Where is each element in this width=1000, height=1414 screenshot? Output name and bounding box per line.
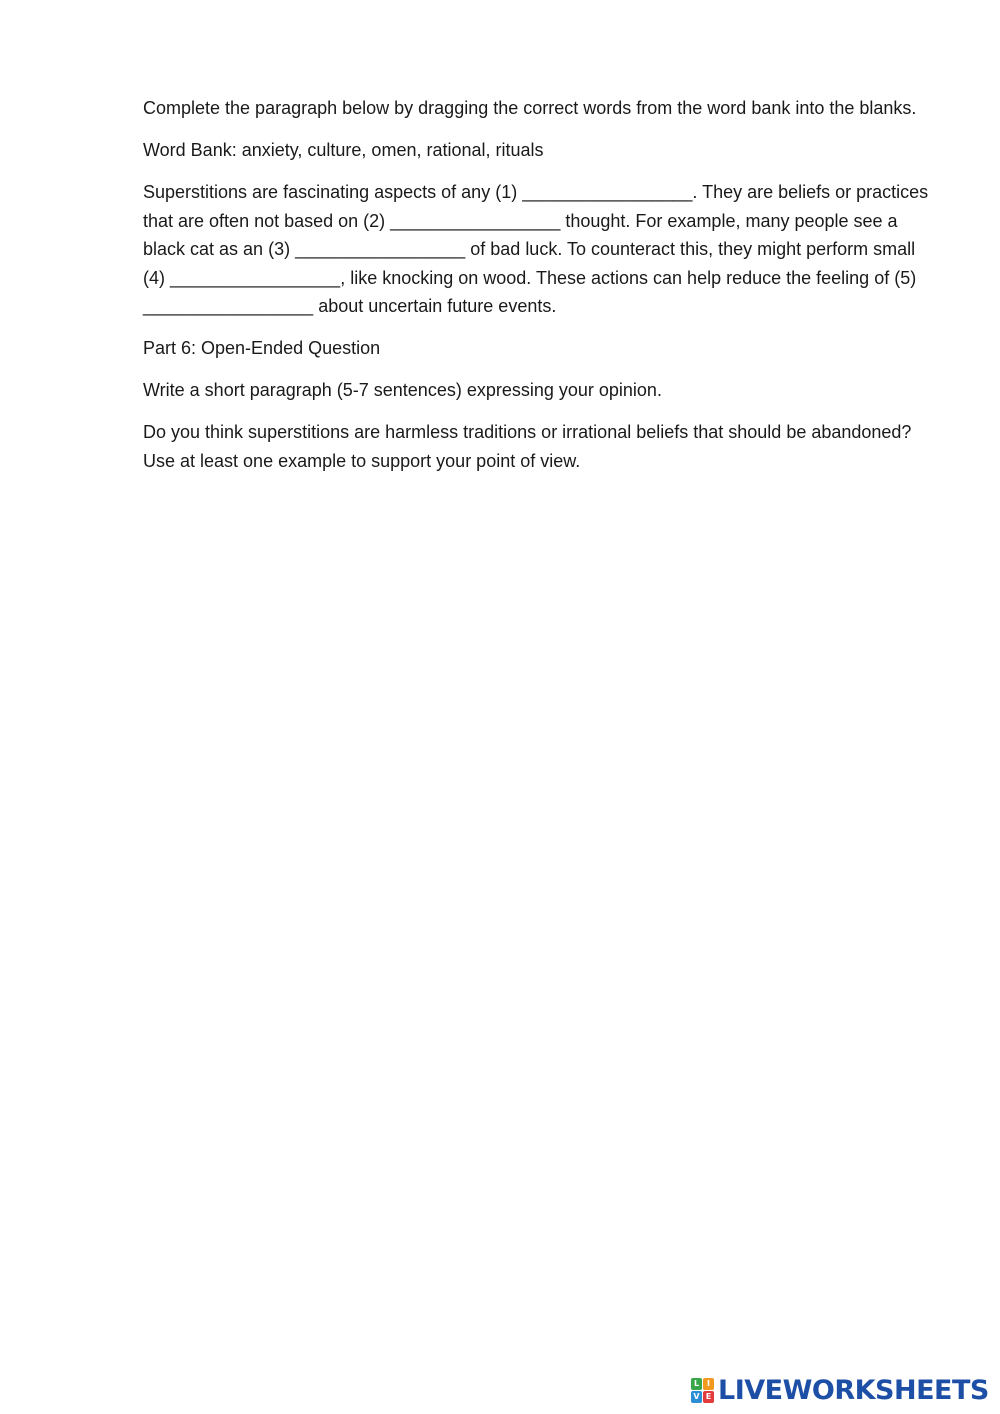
- blank-3[interactable]: _________________: [295, 239, 466, 259]
- logo-mark-letter: V: [691, 1391, 702, 1403]
- logo-mark-letter: L: [691, 1378, 702, 1390]
- instruction-text: Complete the paragraph below by dragging the correct words from the word bank into the blanks.: [143, 98, 917, 118]
- logo-mark-letter: I: [703, 1378, 714, 1390]
- blank-1[interactable]: _________________: [522, 182, 693, 202]
- blank-2[interactable]: _________________: [390, 210, 561, 231]
- cloze-text: , like knocking on wood. These actions can help reduce the feeling of (5): [340, 267, 917, 288]
- logo-mark-letter: E: [703, 1391, 714, 1403]
- blank-5[interactable]: _________________: [143, 296, 314, 316]
- cloze-text: . They are beliefs or practices that are often not based on (2): [143, 182, 929, 231]
- cloze-text: of bad luck. To counteract this, they might perform small (4): [143, 239, 916, 288]
- cloze-text: thought. For example, many people see a black cat as an (3): [143, 210, 898, 259]
- logo-mark-icon: [691, 1378, 713, 1402]
- part-heading: Part 6: Open-Ended Question: [143, 338, 381, 358]
- cloze-text: about uncertain future events.: [313, 296, 557, 316]
- worksheet-body: [143, 94, 933, 489]
- blank-4[interactable]: _________________: [170, 267, 341, 288]
- cloze-text: Superstitions are fascinating aspects of any (1): [143, 182, 523, 202]
- logo-text: LIVEWORKSHEETS: [718, 1374, 989, 1406]
- word-bank: Word Bank: anxiety, culture, omen, rational, rituals: [143, 140, 544, 160]
- cloze-paragraph: [143, 178, 933, 321]
- open-question: Do you think superstitions are harmless traditions or irrational beliefs that should be abandoned? Use at least one example to support your point of view.: [143, 422, 912, 471]
- liveworksheets-logo: [691, 1374, 989, 1406]
- writing-prompt: Write a short paragraph (5-7 sentences) expressing your opinion.: [143, 380, 662, 400]
